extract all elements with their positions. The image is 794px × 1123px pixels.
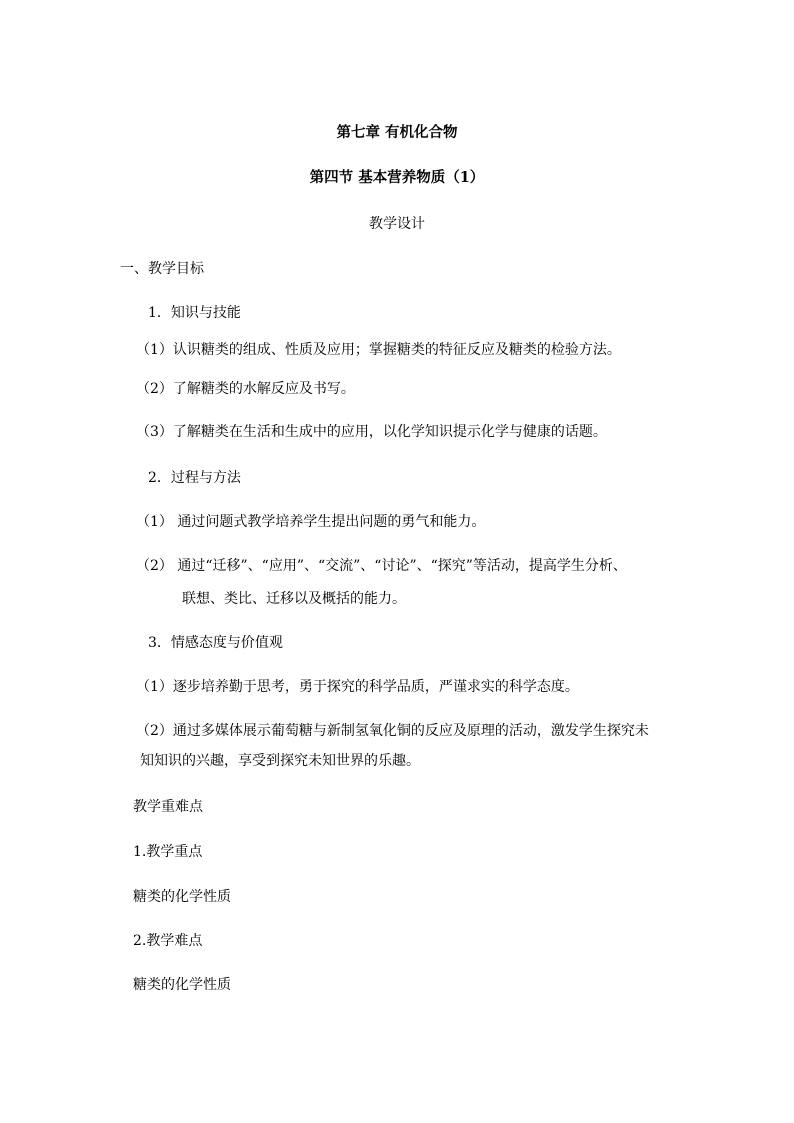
doc-type-label: 教学设计 [369,216,425,232]
objective-knowledge-item-3: （3）了解糖类在生活和生成中的应用，以化学知识提示化学与健康的话题。 [136,424,607,440]
objective-attitude-item-2-line-1: （2）通过多媒体展示葡萄糖与新制氢氧化铜的反应及原理的活动，激发学生探究未 [136,723,649,739]
objective-attitude-item-1: （1）逐步培养勤于思考，勇于探究的科学品质，严谨求实的科学态度。 [136,679,579,695]
objective-process-item-2-line-1: （2） 通过“迁移”、“应用”、“交流”、“讨论”、“探究”等活动，提高学生分析、 [136,558,627,574]
teaching-focus-content: 糖类的化学性质 [133,889,231,905]
objective-knowledge-heading: 1．知识与技能 [148,305,241,321]
objective-attitude-heading: 3．情感态度与价值观 [148,635,283,651]
objective-knowledge-item-2: （2）了解糖类的水解反应及书写。 [136,381,355,397]
section-title: 第四节 基本营养物质（1） [309,169,485,186]
objective-process-item-2-line-2: 联想、类比、迁移以及概括的能力。 [182,591,406,607]
objective-process-item-1: （1） 通过问题式教学培养学生提出问题的勇气和能力。 [136,514,486,530]
teaching-focus-heading: 1.教学重点 [133,844,203,860]
objective-attitude-item-2-line-2: 知知识的兴趣，享受到探究未知世界的乐趣。 [140,753,420,769]
chapter-title: 第七章 有机化合物 [336,124,458,141]
teaching-difficulty-heading: 2.教学难点 [133,933,203,949]
objective-process-heading: 2．过程与方法 [148,470,241,486]
teaching-objectives-heading: 一、教学目标 [120,261,204,277]
objective-knowledge-item-1: （1）认识糖类的组成、性质及应用；掌握糖类的特征反应及糖类的检验方法。 [136,342,621,358]
key-points-heading: 教学重难点 [133,799,203,815]
teaching-difficulty-content: 糖类的化学性质 [133,977,231,993]
